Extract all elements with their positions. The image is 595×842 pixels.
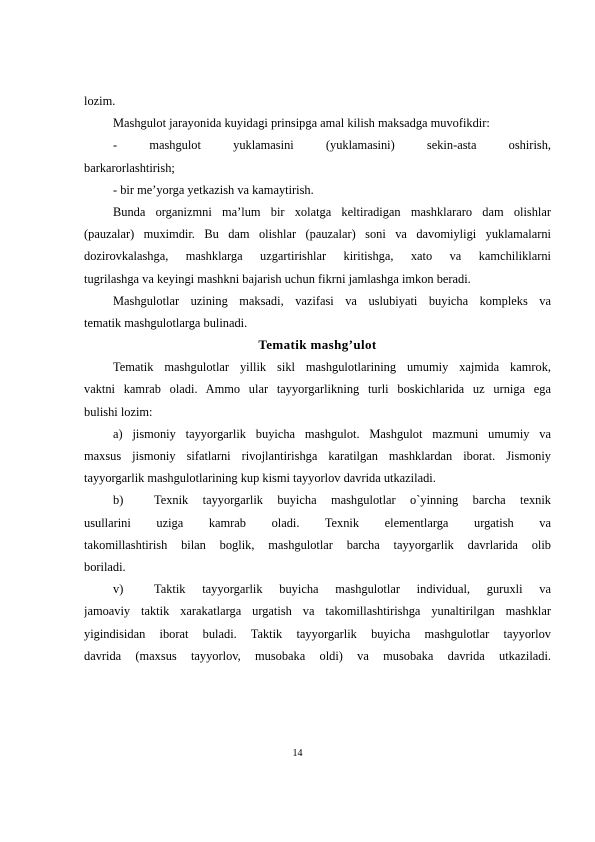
text-line: usullarini uziga kamrab oladi. Texnik elementlarga urgatish va [84,515,551,530]
list-item-text: Taktik tayyorgarlik buyicha mashgulotlar individual, guruxli va [154,582,551,597]
text-line: lozim. [84,94,116,108]
text-line: tematik mashgulotlarga bulinadi. [84,315,248,330]
text-line: Bunda organizmni ma’lum bir xolatga keltiradigan mashklararo dam olishlar [113,204,551,219]
list-item-text: Texnik tayyorgarlik buyicha mashgulotlar o`yinning barcha texnik [154,493,551,508]
text-line: vaktni kamrab oladi. Ammo ular tayyorgarlikning turli boskichlarida uz urniga ega [84,382,551,397]
text-line: Mashgulot jarayonida kuyidagi prinsipga amal kilish maksadga muvofikdir: [113,116,490,131]
text-line: - bir me’yorga yetkazish va kamaytirish. [113,182,314,197]
text-line: jamoaviy taktik xarakatlarga urgatish va takomillashtirishga yunaltirilgan mashklar [84,604,551,619]
text-line: Mashgulotlar uzining maksadi, vazifasi va uslubiyati buyicha kompleks va [113,293,551,308]
document-body [84,90,551,667]
text-line: tugrilashga va keyingi mashkni bajarish uchun fikrni jamlashga imkon beradi. [84,271,471,286]
text-line: davrida (maxsus tayyorlov, musobaka oldi) va musobaka davrida utkaziladi. [84,648,551,663]
text-line: dozirovkalashga, mashklarga uzgartirishlar kiritishga, xato va kamchiliklarni [84,249,551,264]
text-line: maxsus jismoniy sifatlarni rivojlantirishga karatilgan mashklardan iborat. Jismoniy [84,449,551,463]
list-marker: b) [113,493,124,508]
text-line: yigindisidan iborat buladi. Taktik tayyorgarlik buyicha mashgulotlar tayyorlov [84,626,551,641]
text-line: - mashgulot yuklamasini (yuklamasini) sekin-asta oshirish, [113,138,551,153]
list-item-v [84,578,551,600]
text-line: takomillashtirish bilan boglik, mashgulotlar barcha tayyorgarlik davrlarida olib [84,537,551,552]
text-line: a) jismoniy tayyorgarlik buyicha mashgulot. Mashgulot mazmuni umumiy va [113,426,551,441]
list-marker: v) [113,582,124,597]
text-line: Tematik mashgulotlar yillik sikl mashgulotlarining umumiy xajmida kamrok, [113,360,551,375]
text-line: boriladi. [84,559,126,574]
text-line: (pauzalar) muximdir. Bu dam olishlar (pauzalar) soni va davomiyligi yuklamalarni [84,227,551,242]
text-line: bulishi lozim: [84,404,153,419]
page-number: 14 [292,748,303,759]
section-heading: Tematik mashg’ulot [258,337,377,353]
text-line: tayyorgarlik mashgulotlarining kup kismi tayyorlov davrida utkaziladi. [84,471,436,486]
text-line: barkarorlashtirish; [84,160,175,175]
list-item-b [84,489,551,511]
